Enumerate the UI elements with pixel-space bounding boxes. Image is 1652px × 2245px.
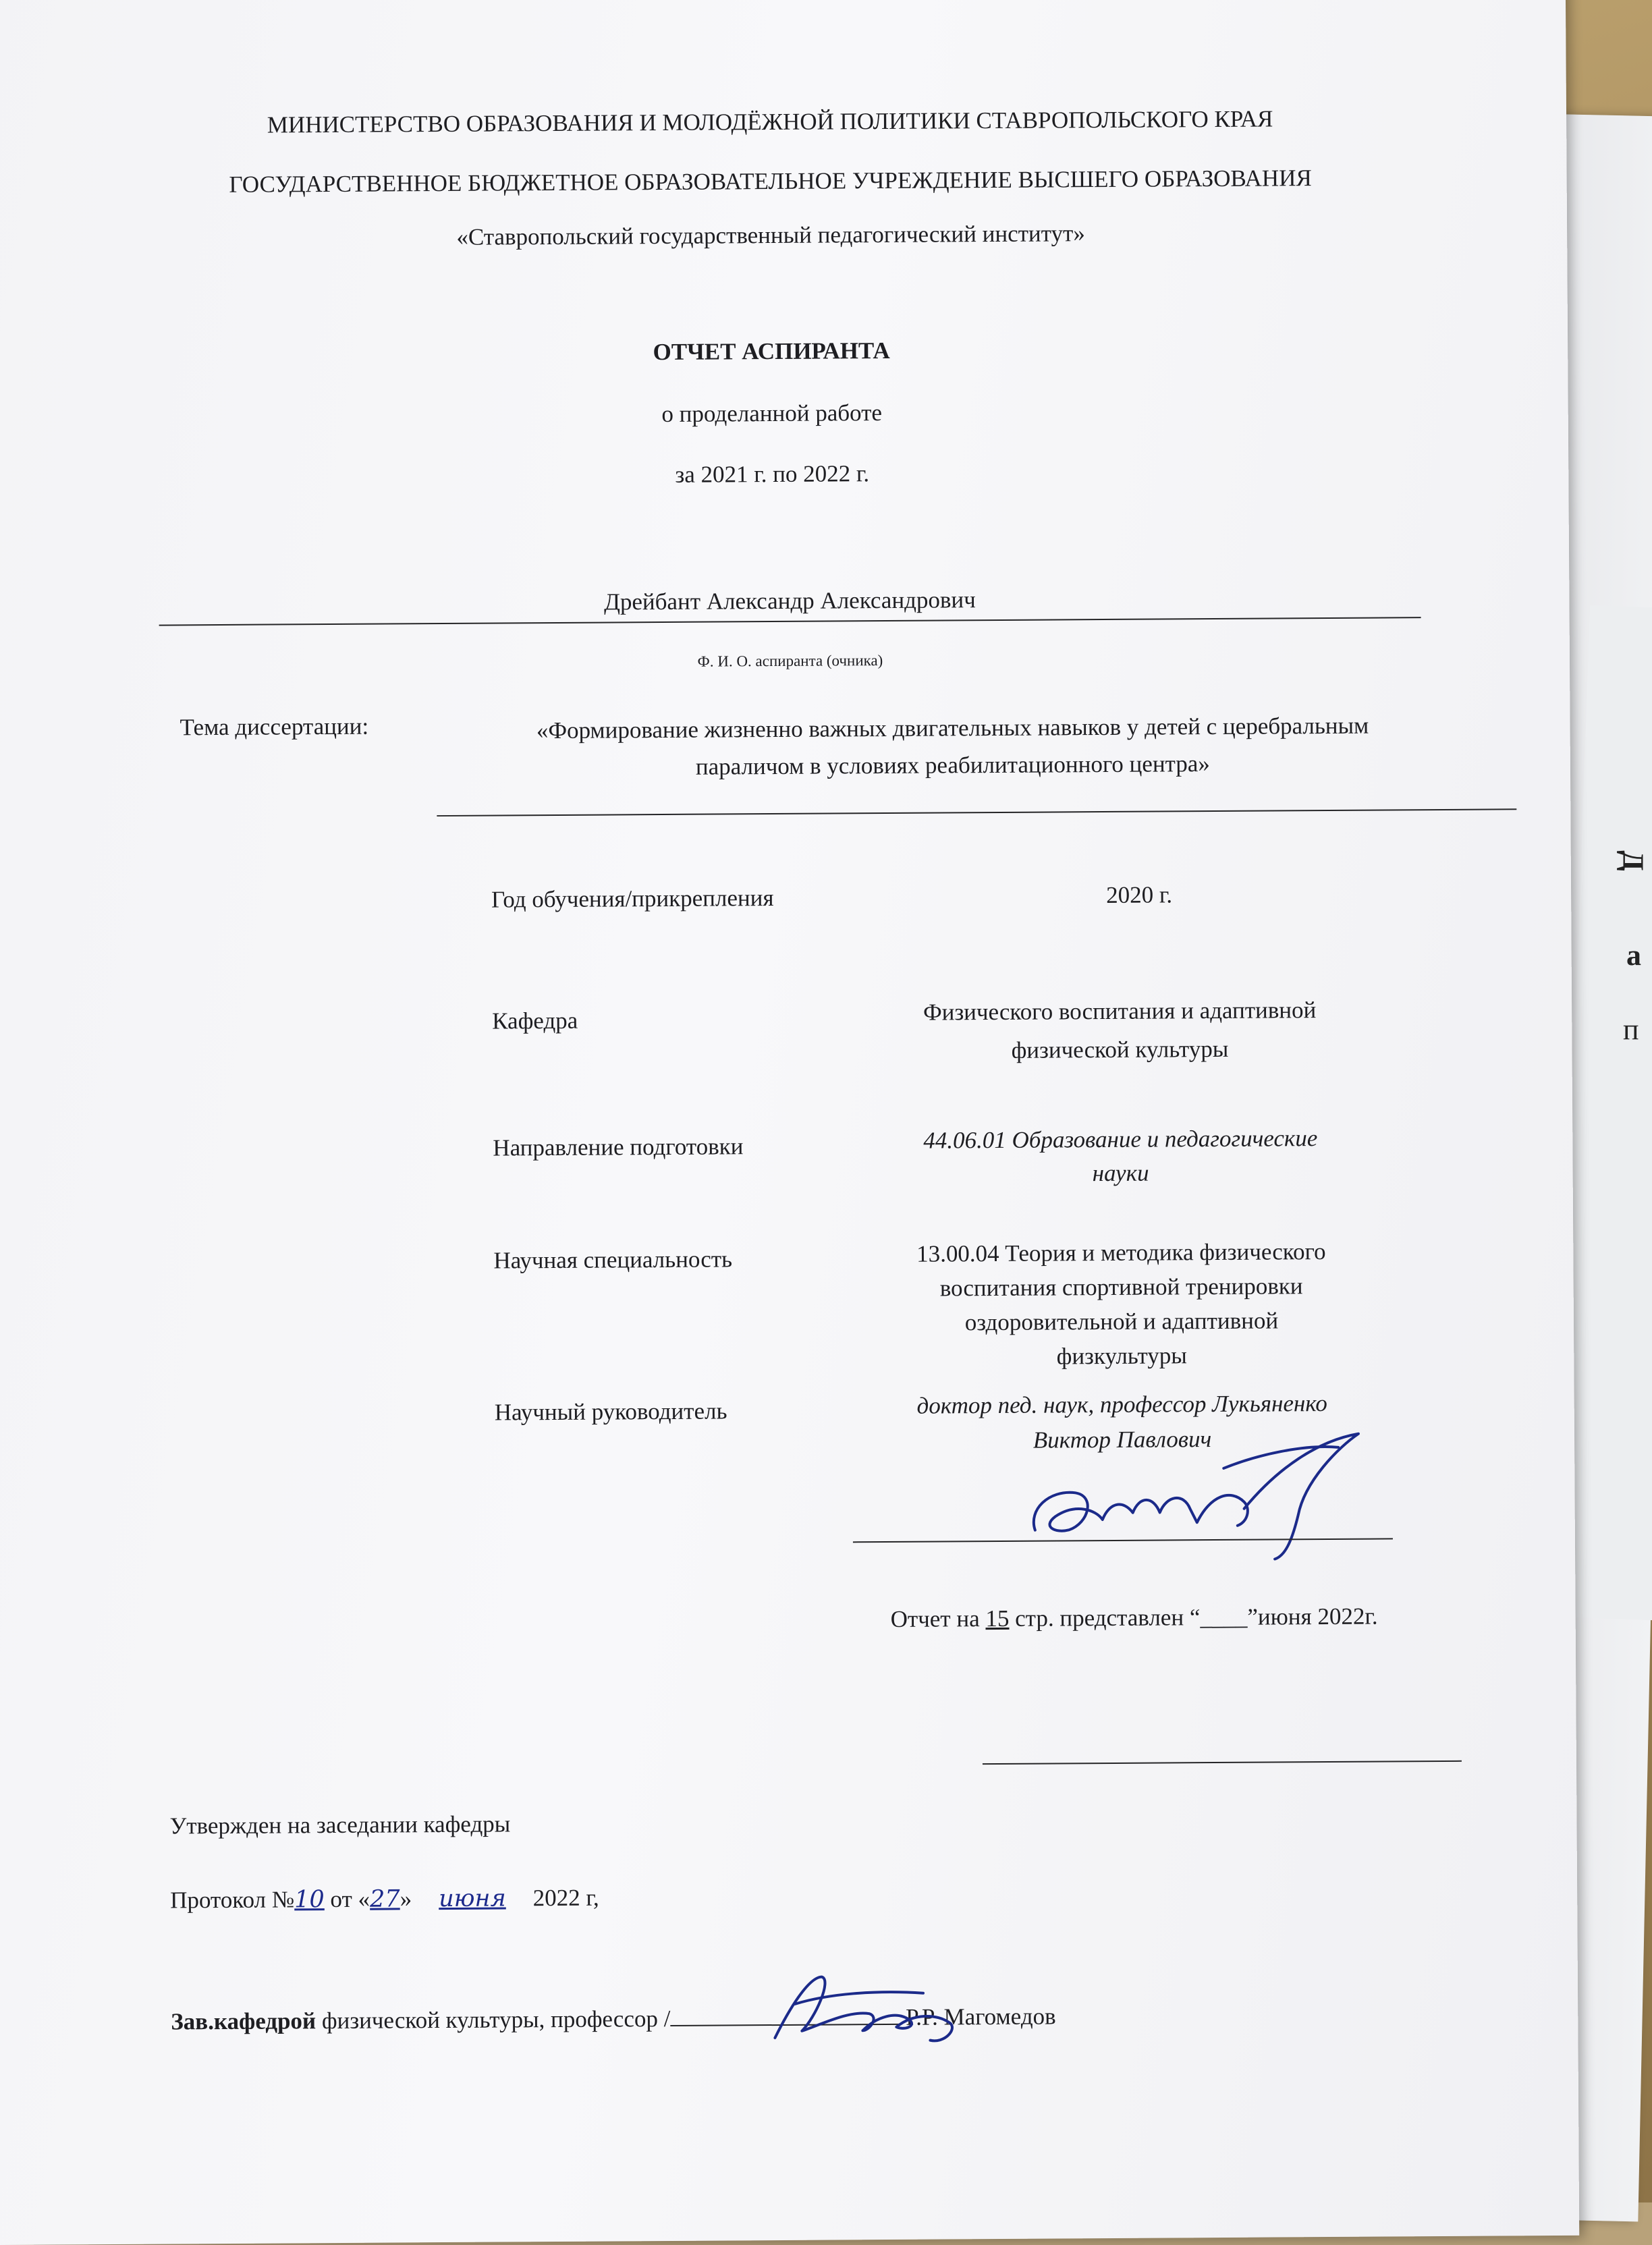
year-value: 2020 г.	[1106, 881, 1173, 909]
specialty-value-line-4: физкультуры	[1056, 1342, 1187, 1370]
supervisor-value-line-1: доктор пед. наук, профессор Лукьяненко	[916, 1390, 1327, 1419]
thesis-title-line-2: параличом в условиях реабилитационного центра»	[695, 750, 1210, 780]
approval-line: Утвержден на заседании кафедры	[169, 1810, 511, 1839]
specialty-value-line-1: 13.00.04 Теория и методика физического	[916, 1238, 1326, 1267]
report-period: за 2021 г. по 2022 г.	[675, 460, 870, 488]
thesis-title-line-1: «Формирование жизненно важных двигательных навыков у детей с церебральным	[536, 712, 1369, 744]
report-date-text: стр. представлен “____”июня 2022г.	[1009, 1603, 1378, 1632]
specialty-value-line-3: оздоровительной и адаптивной	[964, 1307, 1279, 1336]
head-name: Р.Р. Магомедов	[900, 2003, 1056, 2030]
head-department: физической культуры, профессор /	[316, 2005, 671, 2034]
thesis-label: Тема диссертации:	[180, 713, 369, 741]
specialty-value-line-2: воспитания спортивной тренировки	[939, 1273, 1303, 1302]
protocol-month: июня	[439, 1885, 506, 1913]
protocol-from: от «	[324, 1885, 370, 1913]
direction-label: Направление подготовки	[493, 1133, 744, 1161]
document-title: ОТЧЕТ АСПИРАНТА	[653, 337, 890, 366]
edge-text-3: п	[1623, 1013, 1639, 1046]
report-prefix: Отчет на	[890, 1605, 986, 1632]
student-name-line	[159, 617, 1421, 626]
document-subtitle: о проделанной работе	[661, 399, 883, 428]
report-signature-line	[983, 1761, 1462, 1765]
protocol-day: 27	[369, 1885, 400, 1913]
direction-value-line-2: науки	[1092, 1159, 1149, 1187]
head-title: Зав.кафедрой	[171, 2007, 316, 2035]
supervisor-value-line-2: Виктор Павлович	[1032, 1426, 1212, 1453]
report-page-count: 15	[985, 1605, 1010, 1632]
protocol-year: 2022 г,	[532, 1884, 599, 1912]
direction-value-line-1: 44.06.01 Образование и педагогические	[923, 1125, 1318, 1154]
edge-text-1: Д	[1616, 850, 1650, 871]
protocol-number: 10	[294, 1886, 325, 1914]
department-label: Кафедра	[492, 1007, 578, 1034]
ministry-heading: МИНИСТЕРСТВО ОБРАЗОВАНИЯ И МОЛОДЁЖНОЙ ПОЛИТИКИ СТАВРОПОЛЬСКОГО КРАЯ	[267, 105, 1273, 138]
specialty-label: Научная специальность	[493, 1246, 733, 1274]
protocol-line	[170, 1884, 599, 1915]
report-submission	[891, 1603, 1378, 1634]
year-label: Год обучения/прикрепления	[491, 885, 774, 913]
thesis-line	[437, 808, 1516, 816]
protocol-quote: »	[400, 1885, 412, 1912]
department-value-line-2: физической культуры	[1011, 1035, 1229, 1063]
edge-text-2: а	[1626, 939, 1641, 972]
department-value-line-1: Физического воспитания и адаптивной	[923, 997, 1317, 1026]
student-name-caption: Ф. И. О. аспиранта (очника)	[697, 652, 883, 670]
supervisor-signature	[1021, 1426, 1400, 1563]
institution-name: «Ставропольский государственный педагогический институт»	[456, 220, 1085, 250]
head-signature	[768, 1962, 971, 2051]
protocol-prefix: Протокол №	[170, 1886, 295, 1914]
supervisor-label: Научный руководитель	[494, 1397, 727, 1426]
student-name: Дрейбант Александр Александрович	[603, 586, 976, 615]
institution-type: ГОСУДАРСТВЕННОЕ БЮДЖЕТНОЕ ОБРАЗОВАТЕЛЬНОЕ УЧРЕЖДЕНИЕ ВЫСШЕГО ОБРАЗОВАНИЯ	[229, 165, 1312, 198]
